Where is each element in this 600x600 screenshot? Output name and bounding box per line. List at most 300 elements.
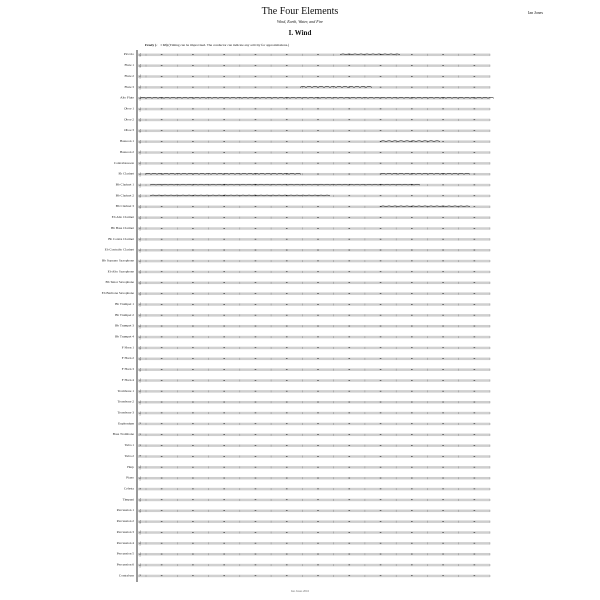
instrument-label: Eb Clarinet bbox=[118, 171, 134, 176]
rest-mark bbox=[442, 565, 444, 566]
rest-mark bbox=[161, 554, 163, 555]
rest-mark bbox=[380, 499, 382, 500]
clef-icon: 𝄢 bbox=[139, 454, 142, 459]
rest-mark bbox=[411, 499, 413, 500]
rest-mark bbox=[223, 304, 225, 305]
clef-icon: 𝄞 bbox=[139, 357, 142, 361]
rest-mark bbox=[317, 326, 319, 327]
rest-mark bbox=[411, 380, 413, 381]
rest-mark bbox=[348, 250, 350, 251]
rest-mark bbox=[474, 554, 476, 555]
rest-mark bbox=[192, 261, 194, 262]
rest-mark bbox=[380, 119, 382, 120]
rest-mark bbox=[442, 554, 444, 555]
score-subtitle: Wind, Earth, Water, and Fire bbox=[276, 19, 324, 24]
rest-mark bbox=[442, 445, 444, 446]
staff-row bbox=[117, 562, 490, 567]
rest-mark bbox=[317, 434, 319, 435]
clef-icon: 𝄢 bbox=[139, 422, 142, 427]
rest-mark bbox=[223, 358, 225, 359]
rest-mark bbox=[442, 109, 444, 110]
rest-mark bbox=[474, 76, 476, 77]
rest-mark bbox=[192, 521, 194, 522]
instrument-label: Eb Contralto Clarinet bbox=[104, 247, 134, 252]
clef-icon: 𝄞 bbox=[139, 248, 142, 253]
rest-mark bbox=[317, 239, 319, 240]
rest-mark bbox=[255, 152, 257, 153]
rest-mark bbox=[286, 109, 288, 110]
rest-mark bbox=[286, 174, 288, 175]
rest-mark bbox=[317, 119, 319, 120]
rest-mark bbox=[411, 337, 413, 338]
rest-mark bbox=[255, 358, 257, 359]
rest-mark bbox=[380, 87, 382, 88]
rest-mark bbox=[380, 163, 382, 164]
rest-mark bbox=[380, 391, 382, 392]
clef-icon: 𝄢 bbox=[139, 433, 142, 437]
rest-mark bbox=[348, 499, 350, 500]
rest-mark bbox=[223, 532, 225, 533]
clef-icon: 𝄞 bbox=[139, 400, 142, 405]
clef-icon: 𝄞 bbox=[139, 530, 142, 535]
rest-mark bbox=[474, 456, 476, 457]
rest-mark bbox=[474, 130, 476, 131]
instrument-label: Bb Tenor Saxophone bbox=[105, 280, 134, 285]
rest-mark bbox=[161, 565, 163, 566]
rest-mark bbox=[380, 76, 382, 77]
rest-mark bbox=[411, 326, 413, 327]
instrument-label: Bb Trumpet 2 bbox=[115, 312, 134, 317]
staff-row bbox=[117, 530, 490, 535]
rest-mark bbox=[348, 423, 350, 424]
staff-row bbox=[124, 106, 490, 111]
rest-mark bbox=[442, 521, 444, 522]
rest-mark bbox=[380, 304, 382, 305]
rest-mark bbox=[255, 206, 257, 207]
rest-mark bbox=[348, 521, 350, 522]
clef-icon: 𝄞 bbox=[139, 226, 142, 231]
staff-row bbox=[125, 443, 490, 448]
rest-mark bbox=[255, 423, 257, 424]
rest-mark bbox=[192, 380, 194, 381]
staff-row bbox=[125, 454, 490, 459]
rest-mark bbox=[192, 337, 194, 338]
rest-mark bbox=[380, 532, 382, 533]
rest-mark bbox=[348, 565, 350, 566]
clef-icon: 𝄞 bbox=[139, 498, 142, 503]
rest-mark bbox=[255, 87, 257, 88]
rest-mark bbox=[442, 217, 444, 218]
instrument-label: Eb Alto Saxophone bbox=[107, 269, 134, 274]
rest-mark bbox=[286, 282, 288, 283]
rest-mark bbox=[348, 152, 350, 153]
rest-mark bbox=[317, 54, 319, 55]
rest-mark bbox=[474, 391, 476, 392]
rest-mark bbox=[255, 402, 257, 403]
staff-row bbox=[124, 117, 490, 122]
rest-mark bbox=[348, 347, 350, 348]
instrument-label: Contrabassoon bbox=[113, 160, 134, 165]
clef-icon: 𝄞 bbox=[139, 118, 142, 123]
rest-mark bbox=[442, 391, 444, 392]
rest-mark bbox=[442, 141, 444, 142]
rest-mark bbox=[411, 391, 413, 392]
rest-mark bbox=[255, 347, 257, 348]
rest-mark bbox=[192, 239, 194, 240]
rest-mark bbox=[223, 575, 225, 576]
rest-mark bbox=[161, 510, 163, 511]
clef-icon: 𝄞 bbox=[139, 291, 142, 296]
rest-mark bbox=[317, 206, 319, 207]
rest-mark bbox=[223, 119, 225, 120]
rest-mark bbox=[474, 282, 476, 283]
rest-mark bbox=[411, 152, 413, 153]
rest-mark bbox=[442, 304, 444, 305]
rest-mark bbox=[380, 228, 382, 229]
rest-mark bbox=[317, 65, 319, 66]
rest-mark bbox=[474, 217, 476, 218]
rest-mark bbox=[286, 54, 288, 55]
rest-mark bbox=[442, 510, 444, 511]
staff-row bbox=[115, 323, 490, 328]
rest-mark bbox=[255, 369, 257, 370]
rest-mark bbox=[255, 119, 257, 120]
staff-row bbox=[124, 63, 490, 68]
rest-mark bbox=[161, 315, 163, 316]
instrument-label: Bb Bass Clarinet bbox=[111, 225, 134, 230]
rest-mark bbox=[255, 304, 257, 305]
rest-mark bbox=[317, 217, 319, 218]
rest-mark bbox=[192, 358, 194, 359]
rest-mark bbox=[474, 565, 476, 566]
rest-mark bbox=[286, 141, 288, 142]
rest-mark bbox=[223, 250, 225, 251]
rest-mark bbox=[192, 456, 194, 457]
rest-mark bbox=[348, 206, 350, 207]
rest-mark bbox=[255, 185, 257, 186]
rest-mark bbox=[223, 109, 225, 110]
rest-mark bbox=[474, 119, 476, 120]
rest-mark bbox=[286, 445, 288, 446]
rest-mark bbox=[474, 141, 476, 142]
rest-mark bbox=[286, 65, 288, 66]
rest-mark bbox=[161, 163, 163, 164]
rest-mark bbox=[442, 380, 444, 381]
clef-icon: 𝄞 bbox=[139, 194, 142, 199]
rest-mark bbox=[411, 434, 413, 435]
instrument-label: Eb Baritone Saxophone bbox=[101, 291, 134, 296]
rest-mark bbox=[317, 304, 319, 305]
rest-mark bbox=[255, 250, 257, 251]
staff-row bbox=[117, 541, 490, 546]
rest-mark bbox=[223, 261, 225, 262]
rest-mark bbox=[442, 402, 444, 403]
instrument-label: Trombone 2 bbox=[117, 399, 134, 404]
rest-mark bbox=[474, 575, 476, 576]
rest-mark bbox=[474, 423, 476, 424]
rest-mark bbox=[161, 239, 163, 240]
rest-mark bbox=[192, 413, 194, 414]
rest-mark bbox=[317, 282, 319, 283]
rest-mark bbox=[380, 195, 382, 196]
rest-mark bbox=[192, 217, 194, 218]
rest-mark bbox=[192, 532, 194, 533]
staff-row bbox=[127, 465, 490, 470]
instrument-label: Bb Trumpet 4 bbox=[115, 334, 134, 339]
rest-mark bbox=[411, 217, 413, 218]
rest-mark bbox=[474, 185, 476, 186]
rest-mark bbox=[161, 478, 163, 479]
rest-mark bbox=[348, 217, 350, 218]
rest-mark bbox=[192, 271, 194, 272]
rest-mark bbox=[161, 54, 163, 55]
rest-mark bbox=[380, 261, 382, 262]
rest-mark bbox=[442, 337, 444, 338]
rest-mark bbox=[474, 380, 476, 381]
rest-mark bbox=[286, 293, 288, 294]
rest-mark bbox=[317, 130, 319, 131]
rest-mark bbox=[161, 326, 163, 327]
rest-mark bbox=[380, 239, 382, 240]
rest-mark bbox=[192, 326, 194, 327]
rest-mark bbox=[442, 456, 444, 457]
instrument-label: Bb Clarinet 1 bbox=[115, 182, 134, 187]
clef-icon: 𝄞 bbox=[139, 74, 142, 79]
rest-mark bbox=[317, 413, 319, 414]
rest-mark bbox=[161, 391, 163, 392]
rest-mark bbox=[192, 250, 194, 251]
rest-mark bbox=[348, 163, 350, 164]
rest-mark bbox=[348, 130, 350, 131]
rest-mark bbox=[348, 434, 350, 435]
staff-row bbox=[123, 497, 490, 502]
instrument-label: Trombone 3 bbox=[117, 410, 134, 415]
clef-icon: 𝄞 bbox=[139, 541, 142, 546]
rest-mark bbox=[474, 206, 476, 207]
rest-mark bbox=[192, 304, 194, 305]
rest-mark bbox=[348, 326, 350, 327]
rest-mark bbox=[223, 195, 225, 196]
rest-mark bbox=[192, 163, 194, 164]
rest-mark bbox=[223, 380, 225, 381]
clef-icon: 𝄞 bbox=[139, 476, 142, 481]
rest-mark bbox=[380, 575, 382, 576]
rest-mark bbox=[442, 478, 444, 479]
staff-row bbox=[124, 52, 490, 57]
rest-mark bbox=[442, 315, 444, 316]
rest-mark bbox=[411, 510, 413, 511]
rest-mark bbox=[286, 239, 288, 240]
rest-mark bbox=[317, 467, 319, 468]
rest-mark bbox=[161, 65, 163, 66]
rest-mark bbox=[286, 261, 288, 262]
rest-mark bbox=[286, 380, 288, 381]
rest-mark bbox=[442, 347, 444, 348]
staff-row bbox=[124, 85, 490, 90]
rest-mark bbox=[442, 152, 444, 153]
rest-mark bbox=[255, 109, 257, 110]
rest-mark bbox=[442, 413, 444, 414]
rest-mark bbox=[474, 434, 476, 435]
rest-mark bbox=[380, 130, 382, 131]
rest-mark bbox=[161, 402, 163, 403]
staff-row bbox=[105, 247, 490, 252]
staff-row bbox=[119, 573, 490, 578]
rest-mark bbox=[411, 358, 413, 359]
rest-mark bbox=[286, 217, 288, 218]
rest-mark bbox=[192, 76, 194, 77]
rest-mark bbox=[474, 478, 476, 479]
rest-mark bbox=[286, 326, 288, 327]
rest-mark bbox=[161, 456, 163, 457]
rest-mark bbox=[317, 152, 319, 153]
rest-mark bbox=[348, 271, 350, 272]
rest-mark bbox=[380, 217, 382, 218]
rest-mark bbox=[161, 575, 163, 576]
rest-mark bbox=[411, 445, 413, 446]
rest-mark bbox=[286, 347, 288, 348]
rest-mark bbox=[223, 478, 225, 479]
rest-mark bbox=[286, 413, 288, 414]
staff-row bbox=[113, 432, 490, 437]
rest-mark bbox=[348, 228, 350, 229]
rest-mark bbox=[474, 467, 476, 468]
rest-mark bbox=[380, 185, 382, 186]
instrument-label: F Horn 2 bbox=[121, 356, 134, 361]
clef-icon: 𝄞 bbox=[139, 465, 142, 470]
rest-mark bbox=[255, 565, 257, 566]
staff-row bbox=[122, 345, 490, 350]
rest-mark bbox=[286, 87, 288, 88]
rest-mark bbox=[223, 87, 225, 88]
rest-mark bbox=[286, 499, 288, 500]
staff-row bbox=[102, 291, 490, 296]
rest-mark bbox=[192, 543, 194, 544]
rest-mark bbox=[380, 315, 382, 316]
rest-mark bbox=[161, 445, 163, 446]
rest-mark bbox=[348, 554, 350, 555]
rest-mark bbox=[255, 195, 257, 196]
rest-mark bbox=[442, 293, 444, 294]
rest-mark bbox=[223, 185, 225, 186]
rest-mark bbox=[223, 76, 225, 77]
rest-mark bbox=[411, 456, 413, 457]
clef-icon: 𝄞 bbox=[139, 150, 142, 155]
rest-mark bbox=[411, 54, 413, 55]
rest-mark bbox=[317, 402, 319, 403]
rest-mark bbox=[411, 282, 413, 283]
rest-mark bbox=[286, 456, 288, 457]
rest-mark bbox=[474, 228, 476, 229]
rest-mark bbox=[286, 489, 288, 490]
rest-mark bbox=[161, 369, 163, 370]
rest-mark bbox=[317, 489, 319, 490]
staff-row bbox=[115, 302, 490, 307]
rest-mark bbox=[255, 65, 257, 66]
rest-mark bbox=[380, 293, 382, 294]
rest-mark bbox=[161, 347, 163, 348]
rest-mark bbox=[411, 489, 413, 490]
rest-mark bbox=[192, 206, 194, 207]
staff-row bbox=[117, 399, 490, 404]
rest-mark bbox=[348, 315, 350, 316]
rest-mark bbox=[286, 467, 288, 468]
instrument-label: Oboe 2 bbox=[124, 117, 134, 122]
clef-icon: 𝄞 bbox=[139, 563, 142, 568]
rest-mark bbox=[192, 575, 194, 576]
instrument-label: F Horn 1 bbox=[121, 345, 134, 350]
rest-mark bbox=[255, 521, 257, 522]
rest-mark bbox=[411, 65, 413, 66]
rest-mark bbox=[255, 76, 257, 77]
rest-mark bbox=[474, 163, 476, 164]
rest-mark bbox=[442, 499, 444, 500]
staff-row bbox=[117, 508, 490, 513]
rest-mark bbox=[474, 347, 476, 348]
rest-mark bbox=[380, 250, 382, 251]
rest-mark bbox=[286, 369, 288, 370]
rest-mark bbox=[474, 195, 476, 196]
rest-mark bbox=[411, 250, 413, 251]
rest-mark bbox=[348, 141, 350, 142]
rest-mark bbox=[411, 109, 413, 110]
rest-mark bbox=[223, 228, 225, 229]
instrument-label: Flute 1 bbox=[124, 63, 134, 68]
rest-mark bbox=[192, 87, 194, 88]
rest-mark bbox=[442, 358, 444, 359]
rest-mark bbox=[192, 423, 194, 424]
instrument-label: Alto Flute bbox=[120, 95, 134, 100]
instrument-label: Tuba 1 bbox=[124, 443, 134, 448]
rest-mark bbox=[255, 282, 257, 283]
rest-mark bbox=[474, 250, 476, 251]
rest-mark bbox=[442, 174, 444, 175]
rest-mark bbox=[255, 315, 257, 316]
instrument-label: Celesta bbox=[124, 486, 134, 491]
rest-mark bbox=[474, 174, 476, 175]
rest-mark bbox=[255, 217, 257, 218]
staff-row bbox=[112, 215, 490, 220]
instrument-label: Bb Clarinet 3 bbox=[115, 204, 134, 209]
clef-icon: 𝄞 bbox=[139, 519, 142, 524]
clef-icon: 𝄞 bbox=[139, 139, 142, 144]
rest-mark bbox=[317, 358, 319, 359]
rest-mark bbox=[380, 109, 382, 110]
rest-mark bbox=[286, 119, 288, 120]
rest-mark bbox=[161, 271, 163, 272]
rest-mark bbox=[317, 228, 319, 229]
rest-mark bbox=[474, 521, 476, 522]
rest-mark bbox=[192, 554, 194, 555]
rest-mark bbox=[255, 543, 257, 544]
rest-mark bbox=[474, 510, 476, 511]
rest-mark bbox=[161, 282, 163, 283]
rest-mark bbox=[348, 467, 350, 468]
rest-mark bbox=[255, 489, 257, 490]
rest-mark bbox=[192, 54, 194, 55]
instrument-label: Percussion 5 bbox=[116, 551, 134, 556]
rest-mark bbox=[161, 380, 163, 381]
rest-mark bbox=[348, 261, 350, 262]
rest-mark bbox=[411, 532, 413, 533]
staff-row bbox=[120, 150, 490, 155]
clef-icon: 𝄞 bbox=[139, 335, 142, 340]
rest-mark bbox=[442, 282, 444, 283]
rest-mark bbox=[286, 271, 288, 272]
rest-mark bbox=[442, 65, 444, 66]
rest-mark bbox=[348, 109, 350, 110]
rest-mark bbox=[474, 293, 476, 294]
